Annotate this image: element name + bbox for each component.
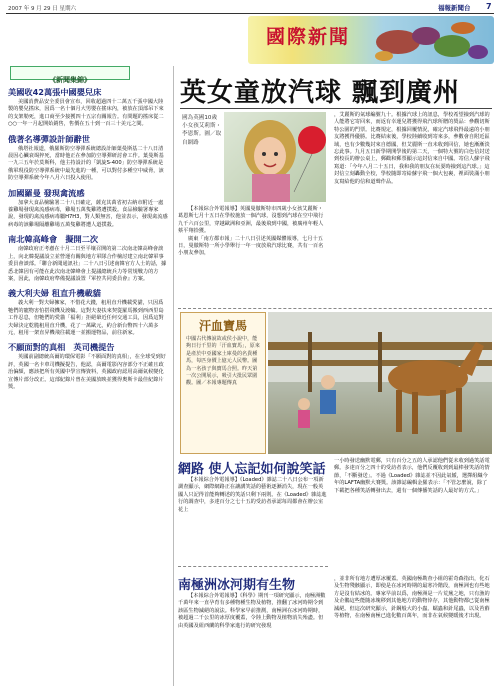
brief-item: [8, 134, 168, 183]
brief-body: 南韓政府正考慮在十月二日至平壤召開的第二次南北韓高峰會談上，向北韓提議設立並營運有關與地方軍隊合作檢討建立南北韓軍事委員會談部。「聯合新聞通訊社」二十八日引述南韓官方人士的話，據悉北韓因有可能在此次南北韓峰會上提議總統兵力等常規戰力的方案，因此，南韓政府準備提議設置『軍控共同委員會』方案。: [8, 246, 167, 282]
top-rule: [6, 13, 494, 14]
brief-title: 加國羅曼 發現禽流感: [8, 187, 85, 198]
main-lead-p2: 廣東「南方都市報」二十八日引述英國媒體報導，七月十五日，曼徹斯特一所小學舉行一年一度放飛汽球比賽，共有一百名小朋友參加，: [178, 235, 324, 257]
brief-item: [8, 188, 168, 230]
story3-headline: 南極洲冰河期有生物: [178, 578, 296, 593]
left-tag: [10, 66, 130, 84]
story2-body: [178, 477, 328, 514]
brief-title: 美國收42萬張中國嬰兒床: [8, 87, 102, 97]
news-briefs: [8, 82, 168, 391]
headline-rule: [180, 108, 492, 109]
story2-right: [334, 458, 492, 495]
horse-box-body: 中國古代傳說故或侯小說中，能夠日行千里的「汗血寶馬」，原來是產於中亞國家土庫曼的名貴種馬，每匹身價上億元人民幣。圖為一名孩子與寶馬合照。昨天第一次公開展示，吸引大批民眾圍觀。圖／本報專題傳真: [186, 336, 260, 387]
brief-title: 俄著名導彈設計師辭世: [8, 133, 90, 144]
main-right-col: [334, 112, 492, 186]
story3-right: [334, 576, 492, 620]
story-divider-2: [178, 566, 328, 567]
page-number: 7: [486, 2, 492, 11]
section-right: 福報新聞台: [438, 4, 471, 12]
left-tag-label: 《新聞集錦》: [49, 76, 91, 84]
brief-title: 義大利夫婦 租直升機載貓: [8, 288, 101, 299]
brief-item: [8, 342, 168, 391]
main-right-text: ，艾麗斯的氣球編號九十。根據汽球上的訊息，學校希望撿到汽球的人能將它寄回來，而返有幸運兒將獲得飛汽球所贈的獎品：參觀切斯特公園的門票。比賽規定，根據回覆情況，確定汽球飛得最遠的小朋友將獲得優勝。比賽結束後，學校陸續收到寄來多，參數會自附近區域，也有少數幾封來自德國，但艾麗斯一直未收到回信，她也漸漸淡忘此事。九月五日新學期開學後的第二天，一個特大號的白色信封送到校長的辦公桌上，郵戳和郵票顯示這封信來自中國。寄信人蘇宇飛寫道：「今年八月二十五日，我和我的朋友在玩耍時撿到這汽球。」這封信立刻轟動全校，學校隨即寄給蘇宇飛一個大包裹，裡面裝滿小朋友寫給他的信和道聲作品。: [334, 112, 490, 185]
story2-right-text: 一小時發送幽默電郵，只有百分之五的人承認他們從未收到過笑話電郵。多達百分之四十的受訪者表示，他們反覆收到到最棒發笑話的情節，「不斷發送」。不過《Loaded》雜誌並不因此氣餒，選擇組織今年的LAFTA幽默大賽獎。該雜誌編輯金羅表示：「不管怎麼說，除了下載把各種笑話轉發出去，還有一個傳播笑話的人最好的方式。」: [334, 458, 490, 494]
photo-caption: 國為英國10歲小女孩艾莉斯・李恩斯。圖／取自網路: [182, 115, 222, 146]
brief-body: 俄塔社報道，俄羅斯防空導彈系統總設計師葉曼斯基二十八日清晨因心臟衰竭猝死，當時他正在參加防空導彈研討會工作。葉曼斯基一九三五年於莫斯科，他主持設計的「凱旋S-400」防空導彈系統是俄軍現役防空導彈系統中最先進的一種，可以對付多種空中威脅，該防空導彈系統今年八月六日投入使用。: [8, 145, 164, 182]
main-lead: [178, 206, 328, 258]
brief-title: 不願面對的真相 英司機提告: [8, 342, 115, 353]
girl-balloon-photo: [224, 112, 326, 202]
brief-item: [8, 288, 168, 337]
story-divider: [178, 308, 492, 309]
main-lead-p1: 【本報綜合外電報導】英國曼徹斯特市四歲小女孩艾麗斯・葛恩斯七月十五日在學校施放一個汽球，沒想到汽球在空中飛行九千六百公里，穿越歐洲和亞洲，最後飛到中國，被廣州年輕人蔡平翔拾獲。: [178, 206, 324, 235]
brief-body: 義大利一對夫婦擁家，不惜花大錢，租用直升機載愛貓，只因爲牠們的寵物害怕搭飛機及渡輪。這對夫妻扶來契從羅馬搬到西西里島工作忍息，但牠們的愛貓「福利」拒絕暈近任何交通工具，因爲這對夫婦決定乾脆租用直升機，花了一萬歐元，約合新台幣四十六萬多元，租用一架直昇機飛往載運一並搬運物品，前往新家。: [8, 300, 164, 336]
brief-body: 加拿大食品檢驗署二十八日確定，薩克其萬省初古納市附近一處養雞場發現禽流感病毒，雞場五萬隻雞將遭撲殺。食品檢驗署專家說，發現的禽流感病毒屬H7H3，對人類無害，他並表示，發現禽流感病毒的該雞場隔離雞場五萬隻雞將遭人道撲殺。: [8, 199, 168, 228]
horse-box-title: 汗血寶馬: [198, 319, 247, 333]
story2-text: 【本報綜合外電報導】《Loaded》雜誌二十八日公布一項新調查顯示，網際網路正在讓講笑話的藝術逐漸消失，現在一般英國人只記得首能夠轉述的笑話只剩下兩則。在《Loaded》雜誌進行的調查中，多達百分之七十五的受訪者承認每周都會在辦公室花上: [178, 477, 327, 513]
main-headline: 英女童放汽球 飄到廣州: [180, 78, 461, 108]
story3-text: 【本報綜合外電報導】《科學》期刊一項研究顯示，南極洲數千萬年來一直孕育有多種物種生物及植物，推翻了冰河時期令到該區生物滅絕的說法。科學家早前推測，南極洲在冰河時期時，被超過二千公里的冰厚度覆蓋，令陸上動物及植物消失殆盡。但由英國及紐西蘭的科學家進行的研究發現: [178, 593, 326, 629]
brief-item: [8, 87, 168, 129]
horse-photo: [268, 312, 492, 454]
column-divider: [173, 66, 174, 686]
brief-title: 南北韓高峰會 擬開二次: [8, 234, 99, 245]
brief-item: [8, 234, 168, 283]
horse-info-box: [180, 312, 266, 454]
brief-body: 英國前副總統高爾的環保電影「不願面對的真相」，在全球受到好評，英國一名卡車司機擬提告，他認，高爾電影內容部分不正確且政治偏頗，應該把所有英國中學宣傳資料，英國政府認用高爾氣候變化宣傳片部分改正。這部紀錄片曾在美國放映並獲得奧斯卡最佳紀錄片獎。: [8, 354, 166, 390]
banner-title: 國際新聞: [266, 26, 351, 48]
story3-body: [178, 593, 328, 630]
brief-body: 美國消費品安全委員會宣布，回收超過四十二萬五千張中國大陸製的嬰兒搖床，因爲一名十個月大男嬰在搖床內，被放在頂部吊下來的支架勒死，進口商至少接獲四十五宗有關報告。有問題的搖床從二○○一年一月起開始銷售，售價在五十到一百三十美元之間。: [8, 99, 164, 128]
story3-right-text: ，並非所有地方遭厚冰覆蓋。英國南極勘查小組的霍奇森指出，化石及生物殘骸顯示，即使是在冰河時期的最寒冷階段，南極洲也有些地方是沒有結冰的。專家早前以爲，南極洲是一片荒蕪之地，只有漁的及企鵝這些能隨冰塊移到其他地方的動物倖存，其他動物都已從南極滅絕。但這次研究顯示，針鋼般大的小蟲、蠕蟲和針尾蟲，以及苔蘚等植物，在南極南極已進化數百萬年，而非在氣候變暖後才出現。: [334, 576, 490, 620]
story2-headline: 網路 使人忘記如何說笑話: [178, 462, 326, 477]
top-date: 2007 年 9 月 29 日 星期六: [8, 6, 76, 12]
